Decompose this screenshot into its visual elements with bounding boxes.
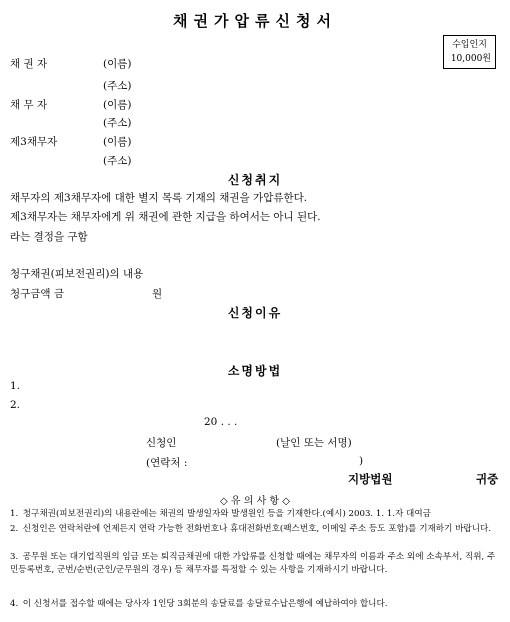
debtor-label: 채 무 자 xyxy=(10,99,48,111)
reason-heading: 신청이유 xyxy=(227,306,283,320)
stamp-label: 수입인지 xyxy=(452,40,487,50)
note-2-text: 신청인은 연락처란에 언제든지 연락 가능한 전화번호나 휴대전화번호(팩스번호, 이메일 주소 등도 포함)를 기재하기 바랍니다. xyxy=(22,524,492,534)
purpose-line-2: 제3채무자는 채무자에게 위 채권에 관한 지급을 하여서는 아니 된다. xyxy=(10,211,321,223)
third-debtor-address-field: (주소) xyxy=(103,155,132,167)
note-4-number: 4. xyxy=(10,599,19,609)
note-3-text: 공무원 또는 대기업직원의 임금 또는 퇴직금채권에 대한 가압류를 신청할 때에는 채무자의 이름과 주소 외에 소속부서, 직위, 주민등록번호, 군번/순번(군인/군무원의 경우) 등 채무자를 특정할 수 있는 사항을 기재하시기 바랍니다. xyxy=(10,552,496,575)
proof-item-1: 1. xyxy=(10,380,21,392)
proof-item-2: 2. xyxy=(10,399,21,411)
applicant-label: 신청인 xyxy=(146,437,177,449)
revenue-stamp-box xyxy=(443,35,496,69)
purpose-line-3: 라는 결정을 구함 xyxy=(10,231,88,243)
note-1-number: 1. xyxy=(10,509,19,519)
seal-or-signature-label: (날인 또는 서명) xyxy=(276,437,352,449)
stamp-amount: 10,000원 xyxy=(450,54,491,64)
notes-heading: ◇ 유 의 사 항 ◇ xyxy=(220,496,290,507)
third-debtor-name-field: (이름) xyxy=(103,136,132,148)
debtor-name-field: (이름) xyxy=(103,99,132,111)
creditor-label: 채 권 자 xyxy=(10,58,48,70)
application-date: 20 . . . xyxy=(204,416,238,428)
note-2-number: 2. xyxy=(10,524,19,534)
claim-content-label: 청구채권(피보전권리)의 내용 xyxy=(10,268,144,280)
third-debtor-label: 제3채무자 xyxy=(10,136,58,148)
note-1-text: 청구채권(피보전권리)의 내용란에는 채권의 발생일자와 발생원인 등을 기재한다.(예시) 2003. 1. 1.자 대여금 xyxy=(22,509,431,519)
purpose-line-1: 채무자의 제3채무자에 대한 별지 목록 기재의 채권을 가압류한다. xyxy=(10,192,308,204)
note-item-2 xyxy=(10,523,500,536)
court-recipient: 귀중 xyxy=(476,472,499,486)
note-item-1 xyxy=(10,508,500,521)
note-4-text: 이 신청서를 접수할 때에는 당사자 1인당 3회분의 송달료를 송달료수납은행에 예납하여야 합니다. xyxy=(22,599,388,609)
court-label: 지방법원 xyxy=(348,472,393,486)
note-3-number: 3. xyxy=(10,552,19,562)
contact-close-paren: ) xyxy=(359,455,364,467)
proof-heading: 소명방법 xyxy=(227,364,283,378)
debtor-address-field: (주소) xyxy=(103,117,132,129)
claim-amount-unit: 원 xyxy=(152,288,163,300)
document-title: 채권가압류신청서 xyxy=(173,12,337,30)
contact-label: (연락처 : xyxy=(146,457,188,469)
claim-amount-label: 청구금액 금 xyxy=(10,288,65,300)
purpose-heading: 신청취지 xyxy=(227,173,283,187)
creditor-name-field: (이름) xyxy=(103,58,132,70)
creditor-address-field: (주소) xyxy=(103,80,132,92)
note-item-4 xyxy=(10,598,500,611)
note-item-3 xyxy=(10,551,500,576)
